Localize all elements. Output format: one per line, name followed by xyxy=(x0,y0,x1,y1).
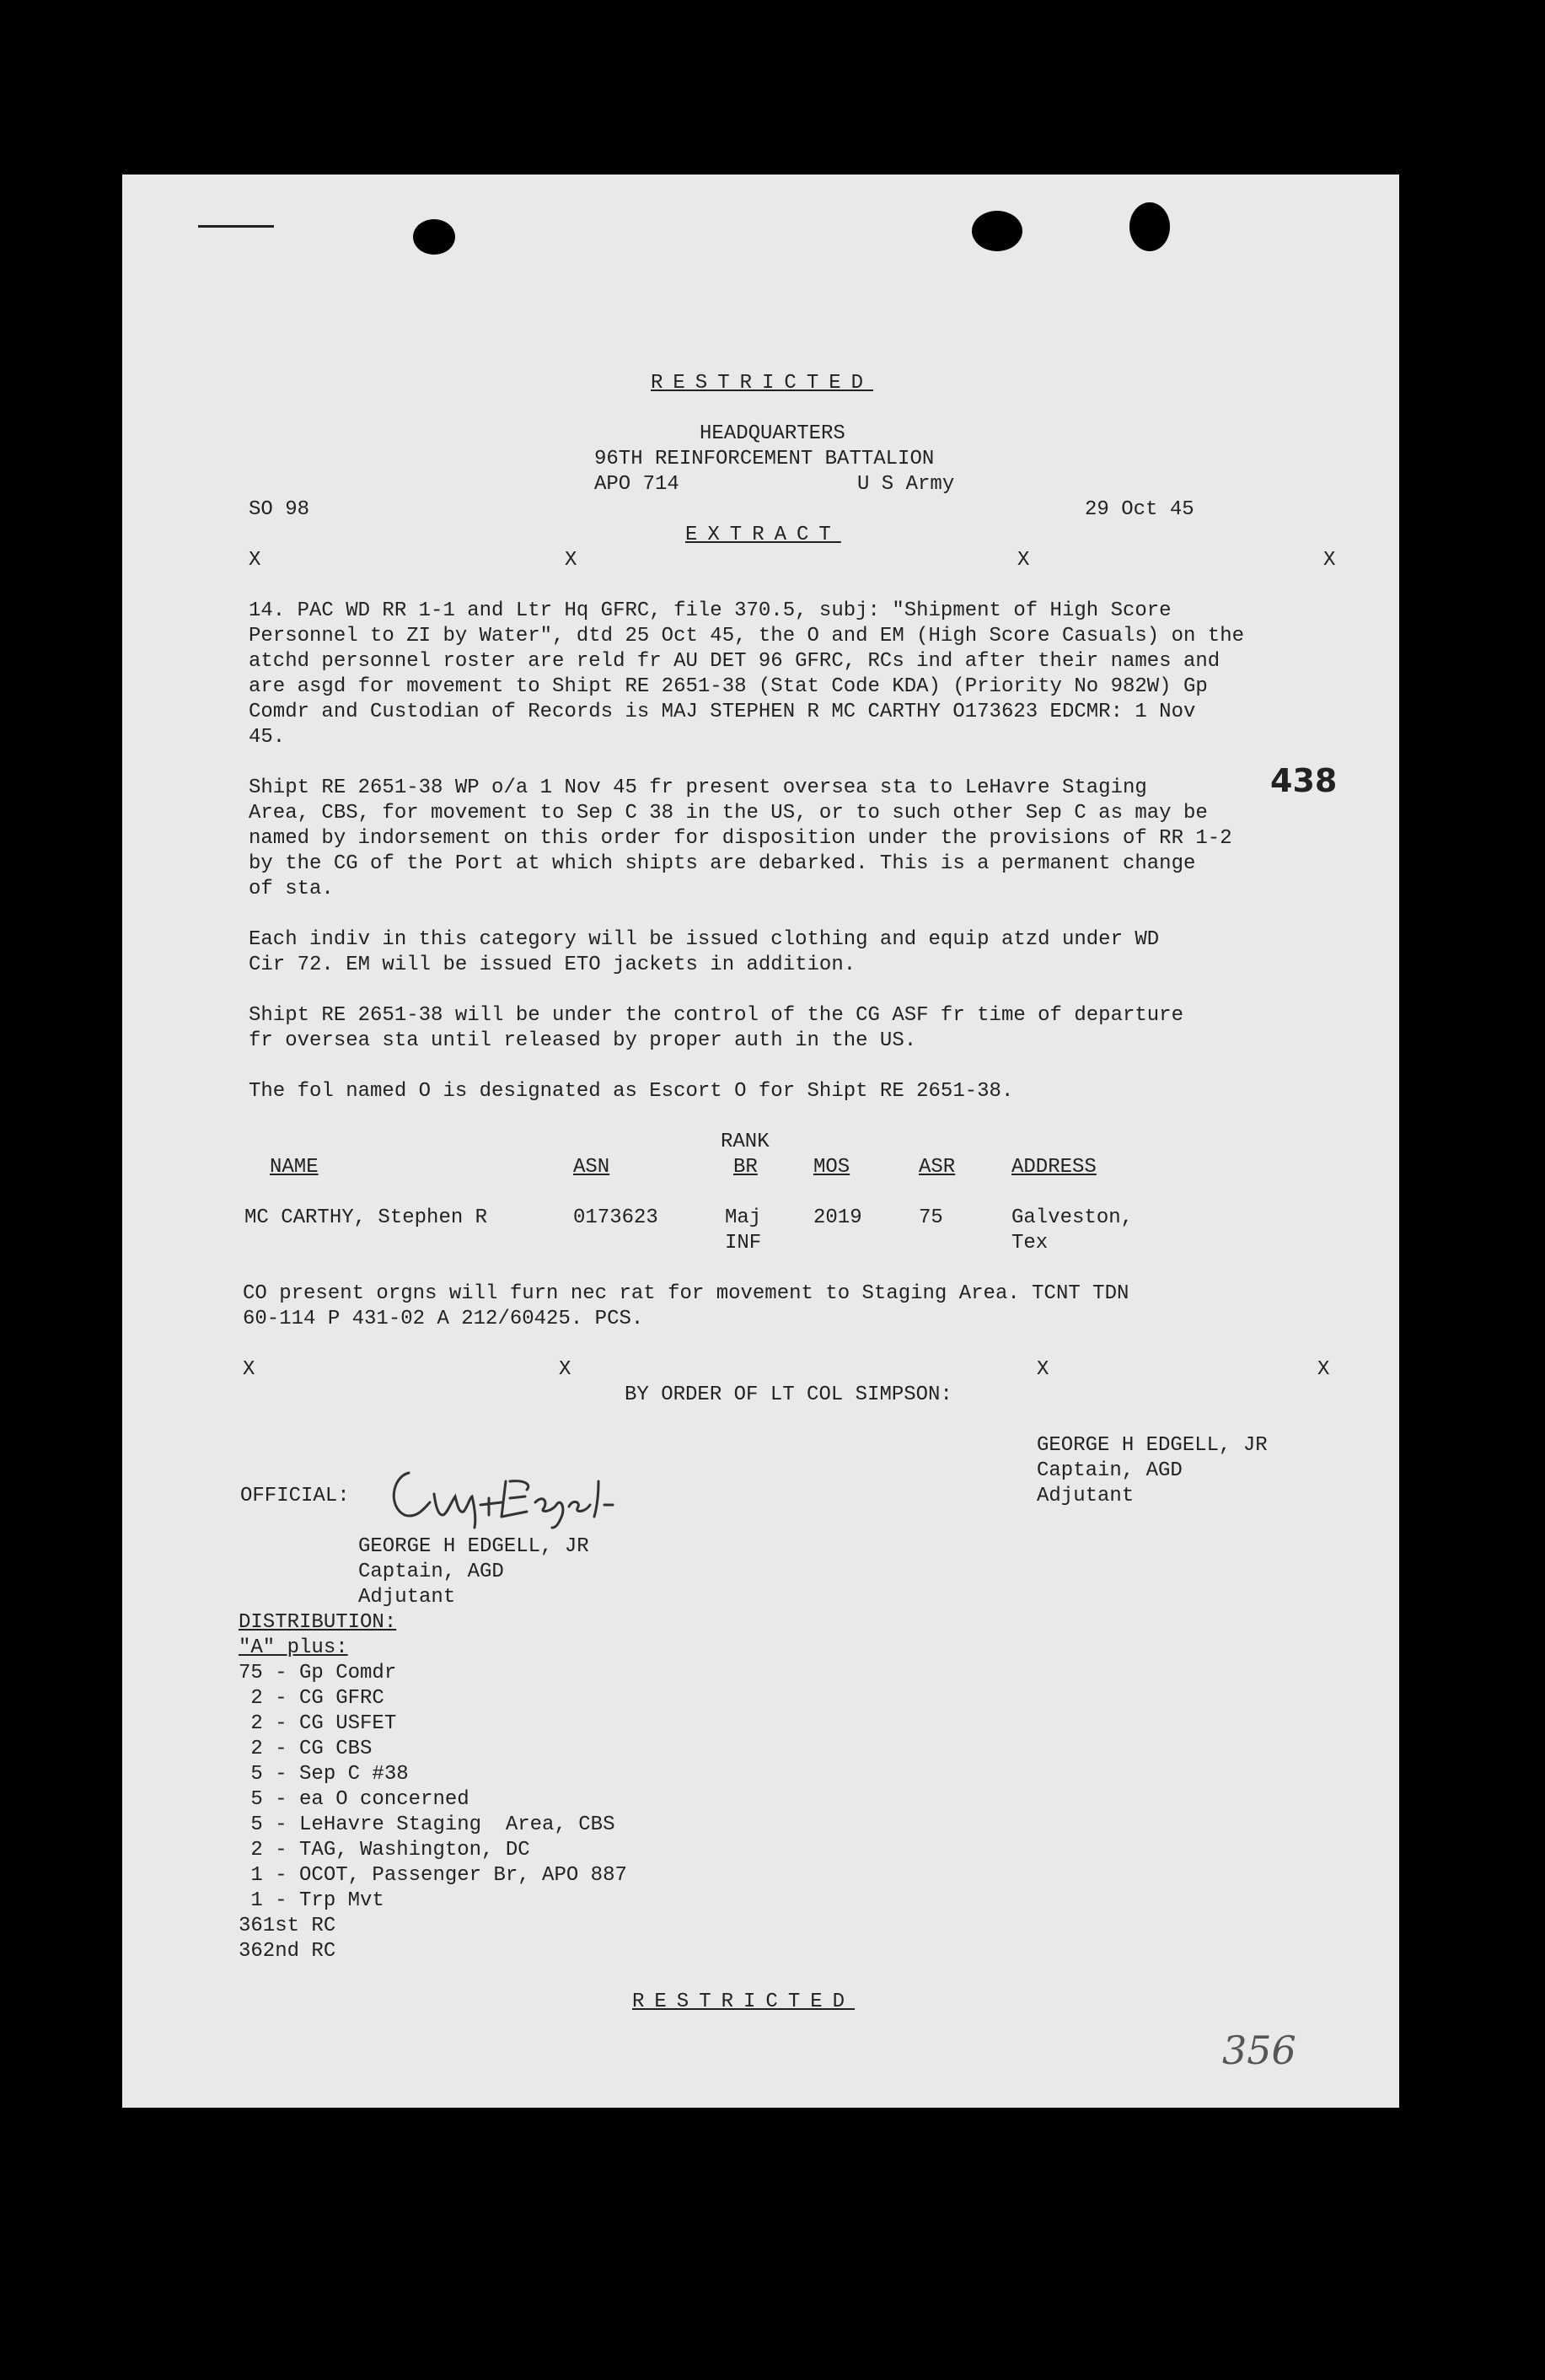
paragraph-control: Shipt RE 2651-38 will be under the control of the CG ASF fr time of departure fr oversea sta until released by proper auth in the US. xyxy=(249,1004,1183,1052)
ink-mark xyxy=(198,225,274,228)
document-page xyxy=(122,175,1399,2108)
distribution-item: 1 - OCOT, Passenger Br, APO 887 xyxy=(239,1864,627,1887)
org-headquarters: HEADQUARTERS xyxy=(700,422,845,445)
distribution-item: 362nd RC xyxy=(239,1940,336,1963)
paragraph-clothing: Each indiv in this category will be issued clothing and equip atzd under WD Cir 72. EM will be issued ETO jackets in addition. xyxy=(249,928,1160,976)
distribution-item: 2 - CG USFET xyxy=(239,1712,397,1735)
distribution-item: 5 - LeHavre Staging Area, CBS xyxy=(239,1813,615,1836)
x-mark: X xyxy=(243,1358,255,1381)
signer-name-left: GEORGE H EDGELL, JR xyxy=(358,1535,589,1558)
distribution-item: 5 - Sep C #38 xyxy=(239,1763,409,1786)
paragraph-escort: The fol named O is designated as Escort O for Shipt RE 2651-38. xyxy=(249,1080,1014,1103)
signer-name-right: GEORGE H EDGELL, JR xyxy=(1037,1434,1268,1457)
order-date: 29 Oct 45 xyxy=(1085,498,1194,521)
column-header-asr: ASR xyxy=(919,1156,956,1179)
punch-hole-left xyxy=(413,219,455,255)
by-order-line: BY ORDER OF LT COL SIMPSON: xyxy=(625,1383,952,1406)
punch-hole-right xyxy=(1129,202,1170,251)
official-label: OFFICIAL: xyxy=(240,1485,350,1507)
stamp-number: 438 xyxy=(1270,762,1338,799)
column-header-rank: RANK xyxy=(721,1131,770,1153)
distribution-plus: "A" plus: xyxy=(239,1636,348,1659)
handwritten-signature xyxy=(384,1456,721,1532)
paragraph-rations: CO present orgns will furn nec rat for movement to Staging Area. TCNT TDN 60-114 P 431-02 A 212/60425. PCS. xyxy=(243,1282,1129,1330)
cell-mos: 2019 xyxy=(813,1206,862,1229)
x-mark: X xyxy=(565,549,577,572)
cell-address-state: Tex xyxy=(1011,1232,1049,1254)
x-mark: X xyxy=(249,549,261,572)
punch-hole-center xyxy=(972,211,1022,251)
signer-title-left: Adjutant xyxy=(358,1586,456,1609)
cell-name: MC CARTHY, Stephen R xyxy=(244,1206,488,1229)
distribution-title: DISTRIBUTION: xyxy=(239,1611,397,1634)
classification-bottom: RESTRICTED xyxy=(632,1990,856,2013)
signer-rank-right: Captain, AGD xyxy=(1037,1459,1183,1482)
distribution-item: 5 - ea O concerned xyxy=(239,1788,469,1811)
cell-address-city: Galveston, xyxy=(1011,1206,1134,1229)
column-header-name: NAME xyxy=(270,1156,319,1179)
page-number: 356 xyxy=(1222,2028,1296,2073)
signer-rank-left: Captain, AGD xyxy=(358,1561,504,1583)
x-mark: X xyxy=(559,1358,571,1381)
distribution-item: 2 - TAG, Washington, DC xyxy=(239,1839,530,1862)
army: U S Army xyxy=(857,473,955,496)
column-header-address: ADDRESS xyxy=(1011,1156,1097,1179)
column-header-mos: MOS xyxy=(813,1156,850,1179)
order-number: SO 98 xyxy=(249,498,310,521)
paragraph-14: 14. PAC WD RR 1-1 and Ltr Hq GFRC, file 370.5, subj: "Shipment of High Score Personnel to ZI by Water", dtd 25 Oct 45, the O and EM (High Score Casuals) on the atchd personnel roster are reld fr AU DET 96 GFRC, RCs ind after their names and are asgd for movement to Shipt RE 2651-38 (Stat Code KDA) (Priority No 982W) Gp Comdr and Custodian of Records is MAJ STEPHEN R MC CARTHY O173623 EDCMR: 1 Nov 45. xyxy=(249,599,1244,749)
x-mark: X xyxy=(1017,549,1030,572)
distribution-item: 361st RC xyxy=(239,1915,336,1937)
paragraph-shipment: Shipt RE 2651-38 WP o/a 1 Nov 45 fr present oversea sta to LeHavre Staging Area, CBS, for movement to Sep C 38 in the US, or to such other Sep C as may be named by indorsement on this order for disposition under the provisions of RR 1-2 by the CG of the Port at which shipts are debarked. This is a permanent change of sta. xyxy=(249,776,1232,900)
extract-title: EXTRACT xyxy=(685,524,841,546)
cell-asr: 75 xyxy=(919,1206,943,1229)
cell-branch: INF xyxy=(725,1232,762,1254)
column-header-br: BR xyxy=(733,1156,758,1179)
x-mark: X xyxy=(1323,549,1336,572)
distribution-item: 1 - Trp Mvt xyxy=(239,1889,384,1912)
cell-asn: 0173623 xyxy=(573,1206,658,1229)
distribution-item: 2 - CG CBS xyxy=(239,1738,373,1760)
column-header-asn: ASN xyxy=(573,1156,610,1179)
distribution-item: 2 - CG GFRC xyxy=(239,1687,384,1710)
signer-title-right: Adjutant xyxy=(1037,1485,1135,1507)
org-battalion: 96TH REINFORCEMENT BATTALION xyxy=(594,448,935,470)
x-mark: X xyxy=(1037,1358,1049,1381)
x-mark: X xyxy=(1317,1358,1330,1381)
classification-top: RESTRICTED xyxy=(651,372,874,395)
distribution-item: 75 - Gp Comdr xyxy=(239,1662,397,1684)
cell-rank: Maj xyxy=(725,1206,762,1229)
apo: APO 714 xyxy=(594,473,679,496)
